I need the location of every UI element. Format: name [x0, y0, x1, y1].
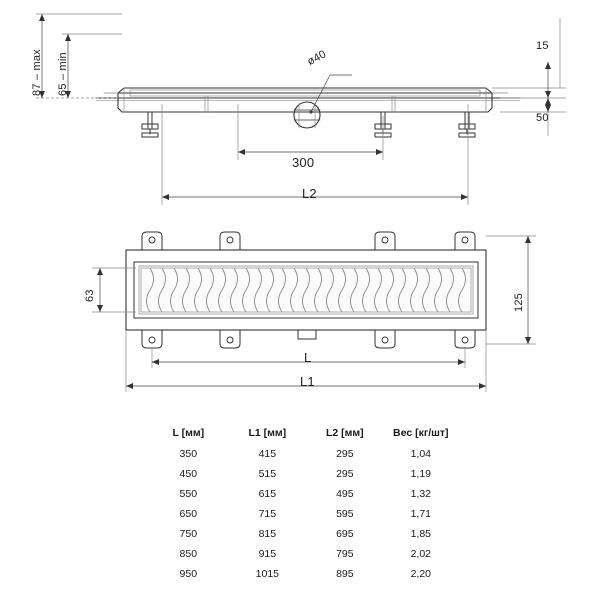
cell-l1: 515: [258, 468, 277, 480]
cell-l: 350: [179, 448, 198, 460]
cell-l2: 495: [336, 488, 354, 500]
cell-weight: 2,20: [410, 568, 432, 580]
plan-view: [126, 232, 486, 348]
dimension-300: 300: [292, 155, 315, 170]
table-row: [148, 564, 458, 584]
cell-l1: 615: [258, 488, 277, 500]
dimension-l2: L2: [302, 186, 317, 201]
cell-l2: 695: [336, 528, 354, 540]
table-row: [148, 524, 458, 544]
cell-l1: 715: [258, 508, 277, 520]
dimension-63: 63: [84, 289, 96, 302]
cell-l1: 415: [258, 448, 277, 460]
column-header-l2: L2 [мм]: [325, 427, 364, 439]
dimension-15: 15: [536, 40, 549, 52]
elevation-view: [96, 88, 520, 137]
cell-l: 450: [179, 468, 198, 480]
cell-l2: 295: [336, 468, 354, 480]
table-row: [148, 464, 458, 484]
table-header-row: [148, 424, 458, 444]
dimension-50: 50: [536, 112, 549, 124]
column-header-weight: Вес [кг/шт]: [393, 427, 449, 439]
cell-l2: 795: [336, 548, 354, 560]
cell-l: 750: [179, 528, 198, 540]
cell-weight: 1,32: [410, 488, 432, 500]
table-row: [148, 444, 458, 464]
column-header-l: L [мм]: [172, 427, 205, 439]
cell-l2: 595: [336, 508, 354, 520]
dimension-outlet-diameter: ø40: [305, 48, 329, 68]
cell-weight: 1,04: [410, 448, 432, 460]
dimension-height-max: 87 – max: [31, 49, 43, 96]
cell-l: 550: [179, 488, 198, 500]
cell-l1: 915: [258, 548, 277, 560]
table-row: [148, 504, 458, 524]
cell-l: 650: [179, 508, 198, 520]
dimension-125: 125: [513, 293, 525, 312]
cell-weight: 1,85: [410, 528, 432, 540]
cell-weight: 1,71: [410, 508, 432, 520]
table-row: [148, 544, 458, 564]
cell-l: 950: [179, 568, 198, 580]
cell-l: 850: [179, 548, 198, 560]
cell-weight: 1,19: [410, 468, 432, 480]
elevation-dimensions: [36, 14, 566, 205]
cell-weight: 2,02: [410, 548, 432, 560]
cell-l2: 295: [336, 448, 354, 460]
column-header-l1: L1 [мм]: [248, 427, 287, 439]
cell-l2: 895: [336, 568, 354, 580]
dimension-l: L: [304, 350, 312, 365]
cell-l1: 815: [258, 528, 277, 540]
table-row: [148, 484, 458, 504]
specification-table: [148, 424, 458, 584]
dimension-l1: L1: [300, 374, 315, 389]
cell-l1: 1015: [255, 568, 280, 580]
dimension-height-min: 65 – min: [57, 52, 69, 96]
